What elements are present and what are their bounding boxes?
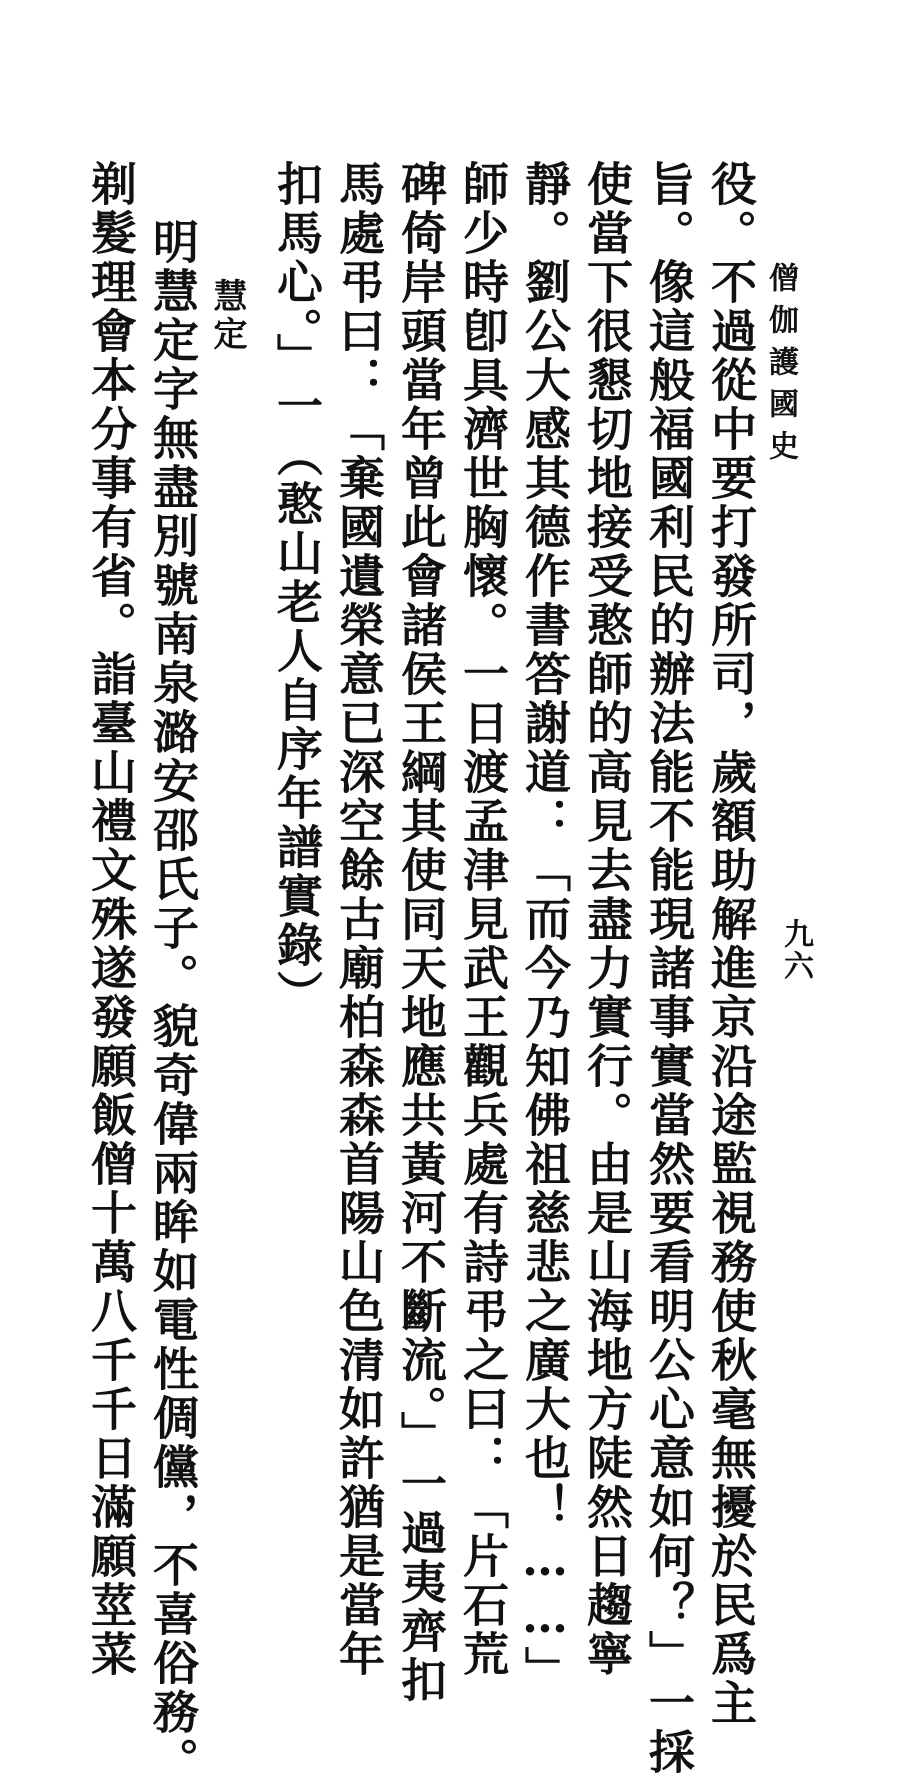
running-head: 僧伽護國史: [763, 262, 798, 472]
text-column-6: 碑倚岸頭當年曾此會諸侯王綱其使同天地應共黃河不斷流。」一過夷齊扣: [394, 160, 448, 1705]
section-title: 慧定: [207, 278, 247, 354]
text-column-4: 靜。劉公大感其德作書答謝道：「而今乃知佛祖慈悲之廣大也！……」: [518, 160, 572, 1695]
text-column-5: 師少時卽具濟世胸懷。一日渡孟津見武王觀兵處有詩弔之曰：「片石荒: [456, 160, 510, 1679]
page-number: 九六: [778, 918, 813, 982]
text-column-1: 役。不過從中要打發所司，歲額助解進京沿途監視務使秋毫無擾於民爲主: [704, 160, 758, 1728]
text-column-8: 扣馬心。」一（憨山老人自序年譜實錄）: [270, 160, 324, 1019]
text-column-10: 剃髮理會本分事有省。詣臺山禮文殊遂發願飯僧十萬八千千日滿願莖菜: [84, 160, 138, 1679]
text-column-7: 馬處弔曰：「棄國遺榮意已深空餘古廟柏森森首陽山色清如許猶是當年: [332, 160, 386, 1679]
text-column-3: 使當下很懇切地接受憨師的高見去盡力實行。由是山海地方陡然日趨寧: [580, 160, 634, 1679]
text-column-9: 明慧定字無盡別號南泉潞安邵氏子。貌奇偉兩眸如電性倜儻，不喜俗務。: [146, 218, 200, 1786]
text-column-2: 旨。像這般福國利民的辦法能不能現諸事實當然要看明公心意如何？」一採: [642, 160, 696, 1777]
